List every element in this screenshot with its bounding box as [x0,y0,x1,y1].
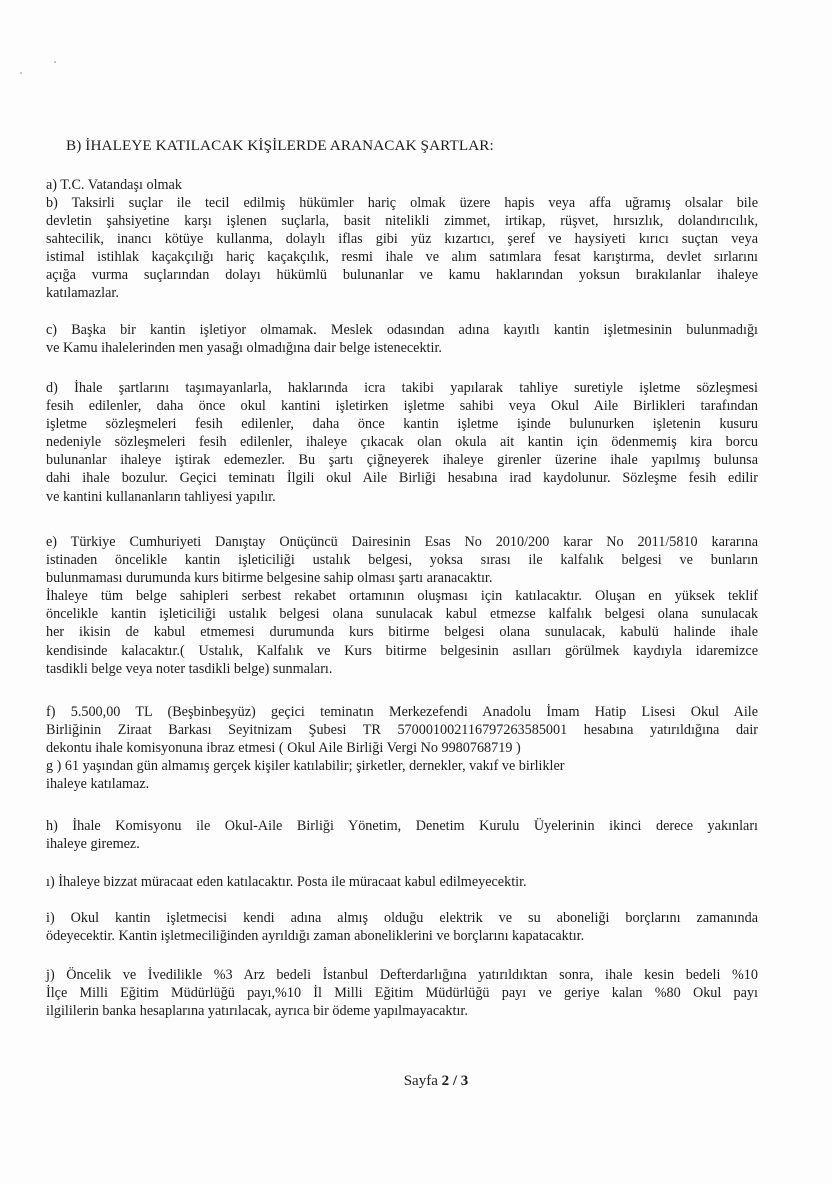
text-line: ve Kamu ihalelerinden men yasağı olmadığına dair belge istenecektir. [46,340,442,357]
paragraph-c [46,321,758,357]
text-line: İlçe Milli Eğitim Müdürlüğü payı,%10 İl Milli Eğitim Müdürlüğü payı ve geriye kalan %80 Okul payı [46,985,758,1002]
text-line: ödeyecektir. Kantin işletmeciliğinden ayrıldığı zaman aboneliklerini ve borçlarını kapatacaktır. [46,928,585,945]
text-line: Birliğinin Ziraat Barkası Seyitnizam Şubesi TR 570001002116797263585001 hesabına yatırıldığına dair [46,722,758,739]
text-line: ilgililerin banka hesaplarına yatırılacak, ayrıca bir ödeme yapılmayacaktır. [46,1003,468,1020]
page-number: 2 / 3 [441,1073,469,1089]
text-line: dekontu ihale komisyonuna ibraz etmesi ( Okul Aile Birliği Vergi No 9980768719 ) [46,740,521,757]
text-line: ihaleye katılamaz. [46,776,150,793]
text-line: ihaleye giremez. [46,836,140,853]
text-line: ve kantini kullananların tahliyesi yapılır. [46,488,276,505]
text-line: i) Okul kantin işletmecisi kendi adına almış olduğu elektrik ve su aboneliği borçlarını zamanında [46,910,758,926]
text-line: bulunmaması durumunda kurs bitirme belgesine sahip olması şartı aranacaktır. [46,570,493,587]
text-line: bulunanlar ihaleye iştirak edemezler. Bu şartı çiğneyerek ihaleye girenler üzerine ihale yapılmış bulunsa [46,452,758,469]
text-line: devletin şahsiyetine karşı işlenen suçlarla, basit nitelikli zimmet, irtikap, rüşvet, hırsızlık, dolandırıcılık, [46,213,758,230]
text-line: dahi ihale bozulur. Geçici teminatı İlgili okul Aile Birliği hesabına irad kaydolunur. Sözleşme fesih edilir [46,470,758,487]
scan-speck [20,72,22,74]
text-line: ı) İhaleye bizzat müracaat eden katılacaktır. Posta ile müracaat kabul edilmeyecektir. [46,874,527,890]
paragraph-b [46,194,758,303]
paragraph-i [46,909,758,945]
paragraph-j [46,966,758,1020]
text-line: istinaden öncelikle kantin işleticiliği ustalık belgesi, yoksa sırası ile kalfalık belgesi ve bunların [46,552,758,569]
text-line: c) Başka bir kantin işletiyor olmamak. Meslek odasından adına kayıtlı kantin işletmesinin bulunmadığı [46,322,758,338]
text-line: a) T.C. Vatandaşı olmak [46,177,182,193]
text-line: b) Taksirli suçlar ile tecil edilmiş hükümler hariç olmak üzere hapis veya affa uğramış olsalar bile [46,195,758,211]
scan-speck [54,61,56,63]
text-line: katılamazlar. [46,285,119,302]
section-heading: B) İHALEYE KATILACAK KİŞİLERDE ARANACAK ŞARTLAR: [66,137,494,154]
paragraph-d [46,379,758,506]
text-line: nedeniyle sözleşmeleri fesih edilenler, ihaleye çıkacak olan okula ait kantin için ödenmemiş kira borcu [46,434,758,451]
paragraph-i-dotless [46,873,758,891]
paragraph-a [46,176,758,194]
text-line: f) 5.500,00 TL (Beşbinbeşyüz) geçici teminatın Merkezefendi Anadolu İmam Hatip Lisesi Okul Aile [46,704,758,720]
text-line: öncelikle kantin işleticiliği ustalık belgesi olana sunulacak kabul etmezse kalfalık belgesi olana sunulacak [46,606,758,623]
paragraph-e [46,533,758,678]
text-line: j) Öncelik ve İvedilikle %3 Arz bedeli İstanbul Defterdarlığına yatırıldıktan sonra, ihale kesin bedeli %10 [46,967,758,983]
page-label: Sayfa [403,1073,438,1089]
text-line: her ikisin de kabul etmemesi durumunda kurs bitirme belgesi olana sunulacak, kabulü halinde ihale [46,624,758,641]
text-line: fesih edilenler, daha önce okul kantini işletirken işletme sahibi veya Okul Aile Birlikleri tarafından [46,398,758,415]
text-line: g ) 61 yaşından gün almamış gerçek kişiler katılabilir; şirketler, dernekler, vakıf ve birlikler [46,758,565,775]
text-line: kendisinde kalacaktır.( Ustalık, Kalfalık ve Kurs bitirme belgesinin asılları görülmek kaydıyla idaremizce [46,642,758,659]
text-line: istimal istihlak kaçakçılığı hariç kaçakçılık, resmi ihale ve alım satımlara fesat karıştırma, devlet sırlarını [46,249,758,266]
text-line: İhaleye tüm belge sahipleri serbest rekabet ortamının oluşması için katılacaktır. Oluşan en yüksek teklif [46,588,758,605]
text-line: açığa vurma suçlarından dolayı hükümlü bulunanlar ve kamu haklarından yoksun bırakılanlar ihaleye [46,267,758,284]
text-line: sahtecilik, inancı kötüye kullanma, dolaylı iflas gibi yüz kızartıcı, şeref ve haysiyeti kırıcı suçtan veya [46,231,758,248]
text-line: tasdikli belge veya noter tasdikli belge) sunmaları. [46,660,333,677]
paragraph-f-g [46,703,758,793]
text-line: d) İhale şartlarını taşımayanlarla, haklarında icra takibi yapılarak tahliye suretiyle işletme sözleşmesi [46,380,758,396]
text-line: işletme sözleşmeleri fesih edilenler, daha önce kantin işletme işinde bulunurken işletenin kusuru [46,416,758,433]
text-line: e) Türkiye Cumhuriyeti Danıştay Onüçüncü Dairesinin Esas No 2010/200 karar No 2011/5810 kararına [46,534,758,550]
page-footer [0,1073,832,1090]
paragraph-h [46,817,758,853]
text-line: h) İhale Komisyonu ile Okul-Aile Birliği Yönetim, Denetim Kurulu Üyelerinin ikinci derece yakınları [46,818,758,834]
